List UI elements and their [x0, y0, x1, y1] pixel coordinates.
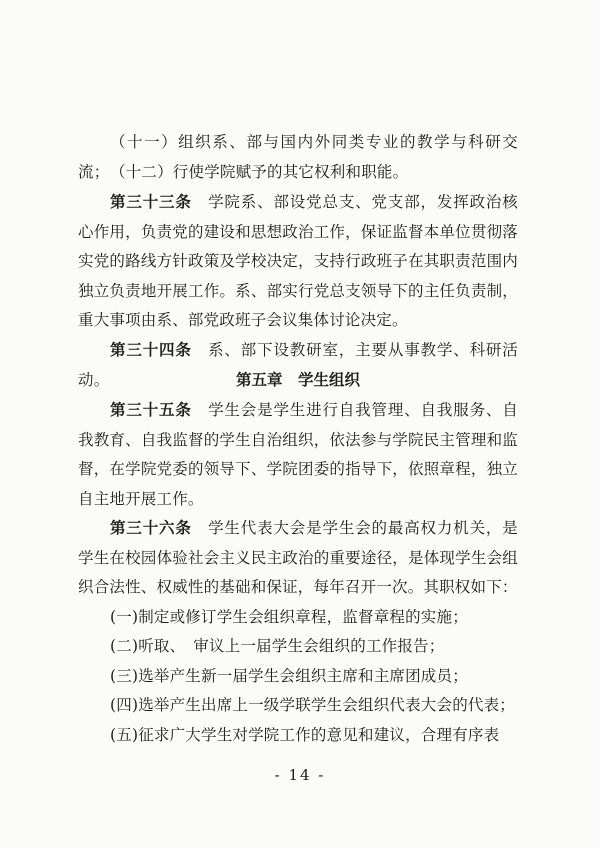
duty-1: (一)制定或修订学生会组织章程，监督章程的实施； — [110, 608, 468, 626]
duty-2: (二)听取、 审议上一届学生会组织的工作报告； — [110, 637, 445, 655]
item-twelve: （十二）行使学院赋予的其它权利和职能。 — [110, 163, 409, 181]
article-33-label: 第三十三条 — [110, 193, 192, 211]
article-34-label: 第三十四条 — [110, 341, 192, 359]
item-eleven: （十一）组织系、部与国内外同类专业的教学与科研交流； — [78, 133, 518, 181]
article-36-label: 第三十六条 — [110, 519, 192, 537]
duty-3: (三)选举产生新一届学生会组织主席和主席团成员； — [110, 667, 468, 685]
page-number: - 14 - — [274, 766, 326, 784]
duty-5: (五)征求广大学生对学院工作的意见和建议，合理有序表 — [110, 726, 500, 744]
article-33-text: 学院系、部设党总支、党支部，发挥政治核心作用，负责党的建设和思想政治工作，保证监督本单位贯彻落实党的路线方针政策及学校决定，支持行政班子在其职责范围内独立负责地开展工作。系、部实行党总支领导下的主任负责制，重大事项由系、部党政班子会议集体讨论决定。 — [78, 193, 518, 330]
article-36 — [78, 514, 518, 603]
chapter-heading: 第五章 学生组织 — [235, 371, 360, 389]
article-33 — [78, 188, 518, 336]
duty-4: (四)选举产生出席上一级学联学生会组织代表大会的代表； — [110, 696, 515, 714]
article-35 — [78, 396, 518, 514]
article-35-label: 第三十五条 — [110, 401, 192, 419]
article-36-text: 学生代表大会是学生会的最高权力机关，是学生在校园体验社会主义民主政治的重要途径，是体现学生会组织合法性、权威性的基础和保证，每年召开一次。其职权如下： — [78, 519, 518, 597]
article-34-text: 系、部下设教研室，主要从事教学、科研活动。 — [78, 341, 518, 389]
article-35-text: 学生会是学生进行自我管理、自我服务、自我教育、自我监督的学生自治组织，依法参与学院民主管理和监督，在学院党委的领导下、学院团委的指导下，依照章程，独立自主地开展工作。 — [78, 401, 518, 508]
